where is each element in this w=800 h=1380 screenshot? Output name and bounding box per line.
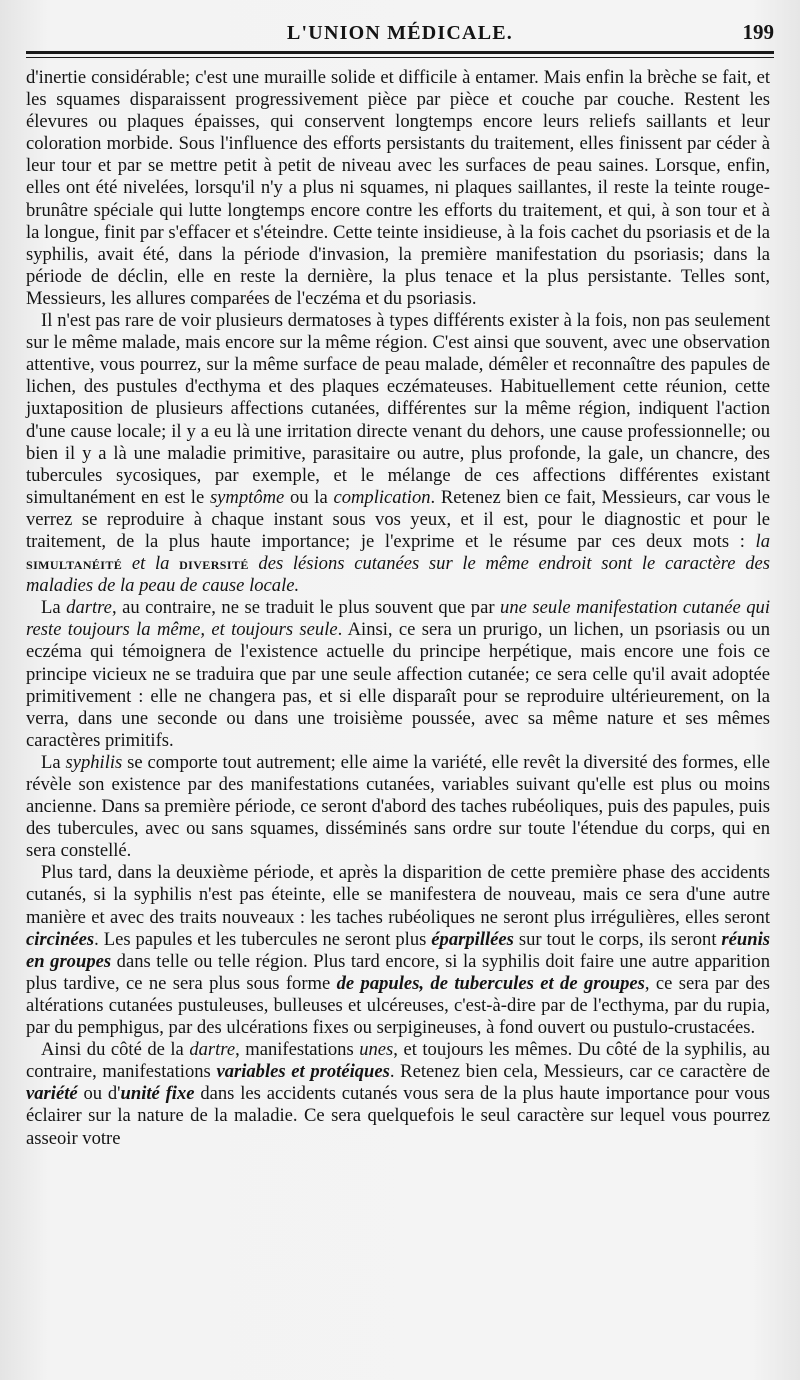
text-run: dans telle ou telle région. Plus tard encore, si la syphilis doit faire une autre apparition plus tardive, ce ne sera plus sous forme bbox=[26, 950, 770, 994]
paragraph bbox=[26, 752, 770, 862]
emphasis-run: symptôme bbox=[209, 486, 285, 508]
emphasis-run: unes bbox=[359, 1039, 394, 1061]
text-run: , au contraire, ne se traduit le plus souvent que par bbox=[111, 597, 501, 619]
paragraph bbox=[26, 597, 770, 752]
header-rule-thin bbox=[26, 57, 774, 58]
emphasis-run: simultanéité bbox=[26, 554, 123, 574]
emphasis-run: la bbox=[755, 530, 770, 552]
running-header bbox=[26, 14, 774, 48]
paragraph bbox=[26, 862, 770, 1039]
emphasis-run: circinées bbox=[26, 928, 95, 950]
emphasis-run: complication bbox=[333, 486, 431, 508]
paragraph bbox=[26, 67, 770, 310]
running-title: L'UNION MÉDICALE. bbox=[287, 22, 513, 44]
text-run: ou d' bbox=[77, 1083, 121, 1105]
text-run: ou la bbox=[284, 486, 334, 508]
emphasis-run: unité fixe bbox=[120, 1083, 195, 1105]
text-run: . Ainsi, ce sera un prurigo, un lichen, un psoriasis ou un eczéma qui témoignera de l'existence actuelle du principe herpétique, mais encore une fois ce principe vicieux ne se traduira que par une seule affection cutanée; ce sera celle qu'il avait adoptée primitivement : elle ne changera pas, et si elle disparaît pour se reproduire ultérieurement, on la verra, dans une seconde ou dans une troisième poussée, avec sa même nature et ses mêmes caractères primitifs. bbox=[26, 619, 771, 751]
page-number: 199 bbox=[742, 20, 774, 44]
text-run: Plus tard, dans la deuxième période, et après la disparition de cette première phase des accidents cutanés, si la syphilis n'est pas éteinte, elle se manifestera de nouveau, mais ce sera d'une autre manière et avec des traits nouveaux : les taches rubéoliques ne seront plus irrégulières, elles seront bbox=[26, 862, 770, 928]
text-run: , manifestations bbox=[235, 1039, 360, 1061]
header-rule bbox=[26, 51, 774, 54]
text-run: , ce sera par des altérations cutanées pustuleuses, bulleuses et ulcéreuses, c'est-à-dire par de l'ecthyma, par du rupia, par du pemphigus, par des ulcérations fixes ou serpigineuses, à fond ouvert ou pustulo-crustacées. bbox=[26, 972, 770, 1039]
emphasis-run: dartre bbox=[66, 597, 112, 619]
text-run: d'inertie considérable; c'est une muraille solide et difficile à entamer. Mais enfin la brèche se fait, et les squames disparaissent progressivement pièce par pièce et couche par couche. Restent les élevures ou plaques épaisses, qui conservent longtemps encore leurs reliefs saillants et leur coloration morbide. Sous l'influence des efforts persistants du traitement, elles finissent par céder à leur tour et par se mettre petit à petit de niveau avec les surfaces de peau saines. Lorsque, enfin, elles ont été nivelées, lorsqu'il n'y a plus ni squames, ni plaques saillantes, il reste la teinte rouge-brunâtre spéciale qui lutte longtemps encore contre les efforts du traitement, et qui, à son tour et à la longue, finit par s'effacer et s'éteindre. Cette teinte insidieuse, à la fois cachet du psoriasis et de la syphilis, avait été, dans la période d'invasion, la première manifestation du psoriasis; dans la période de déclin, elle en reste la dernière, la plus tenace et la plus persistante. Telles sont, Messieurs, les allures comparées de l'eczéma et du psoriasis. bbox=[26, 67, 770, 309]
emphasis-run: éparpillées bbox=[431, 928, 514, 950]
text-run: . Retenez bien ce fait, Messieurs, car vous le verrez se reproduire à chaque instant sous vos yeux, et il est, pour le diagnostic et pour le traitement, de la plus haute importance; je l'exprime et le résume par ces deux mots : bbox=[26, 486, 770, 552]
paragraph bbox=[26, 310, 770, 597]
text-run: . Les papules et les tubercules ne seront plus bbox=[94, 928, 432, 950]
emphasis-run: une seule manifestation cutanée qui reste toujours la même, et toujours seule bbox=[26, 597, 771, 641]
emphasis-run: des lésions cutanées sur le même endroit sont le caractère des maladies de la peau de cause locale. bbox=[26, 553, 770, 597]
emphasis-run: diversité bbox=[179, 554, 249, 574]
emphasis-run: dartre bbox=[189, 1039, 236, 1061]
emphasis-run: et la bbox=[122, 553, 180, 575]
emphasis-run: de papules, de tubercules et de groupes bbox=[336, 972, 645, 994]
emphasis-run: variété bbox=[26, 1083, 78, 1105]
text-run: La bbox=[41, 751, 66, 773]
emphasis-run: variables et protéiques bbox=[216, 1061, 390, 1083]
text-run: . Retenez bien cela, Messieurs, car ce caractère de bbox=[389, 1061, 770, 1083]
text-run: La bbox=[41, 597, 67, 619]
text-run: , et toujours les mêmes. Du côté de la syphilis, au contraire, manifestations bbox=[26, 1039, 770, 1083]
text-run: dans les accidents cutanés vous sera de la plus haute importance pour vous éclairer sur la nature de la maladie. Ce sera quelquefois le seul caractère sur lequel vous pourrez asseoir votre bbox=[26, 1083, 770, 1149]
text-run: sur tout le corps, ils seront bbox=[513, 928, 722, 950]
body-text bbox=[26, 67, 770, 1374]
paragraph bbox=[26, 1039, 770, 1149]
text-run: Ainsi du côté de la bbox=[41, 1039, 190, 1061]
text-run: Il n'est pas rare de voir plusieurs dermatoses à types différents exister à la fois, non pas seulement sur le même malade, mais encore sur la même région. C'est ainsi que souvent, avec une observation attentive, vous pourrez, sur la même surface de peau malade, démêler et reconnaître des papules de lichen, des pustules d'ecthyma et des plaques eczémateuses. Habituellement cette réunion, cette juxtaposition de plusieurs affections cutanées, différentes sur la même région, indiquent l'action d'une cause locale; il y a eu là une irritation directe venant du dehors, une cause professionnelle; ou bien il y a là une maladie primitive, parasitaire ou autre, plus profonde, la gale, un chancre, des tubercules sycosiques, par exemple, et le mélange de ces affections différentes existant simultanément en est le bbox=[26, 310, 770, 508]
emphasis-run: syphilis bbox=[65, 751, 123, 773]
text-run: se comporte tout autrement; elle aime la variété, elle revêt la diversité des formes, elle révèle son existence par des manifestations cutanées, variables suivant qu'elle est plus ou moins ancienne. Dans sa première période, ce seront d'abord des taches rubéoliques, puis des papules, puis des tubercules, avec ou sans squames, disséminés sans ordre sur toute l'étendue du corps, qui en sera constellé. bbox=[26, 751, 770, 862]
emphasis-run: réunis en groupes bbox=[26, 928, 770, 972]
